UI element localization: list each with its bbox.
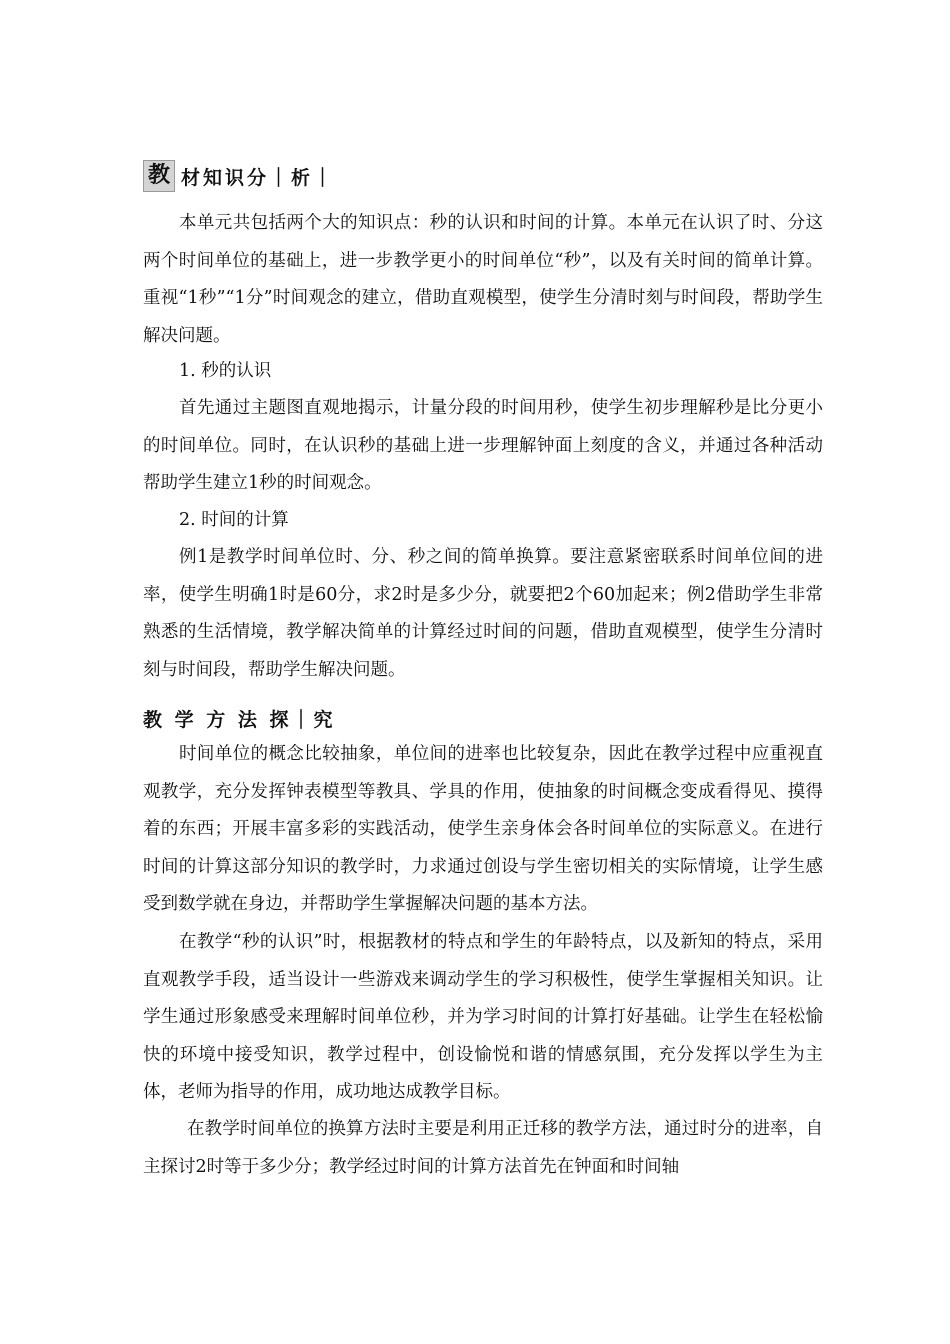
- paragraph-time-calc: 例1是教学时间单位时、分、秒之间的简单换算。要注意紧密联系时间单位间的进率，使学生明确1时是60分，求2时是多少分，就要把2个60加起来；例2借助学生非常熟悉的生活情境，教学解决简单的计算经过时间的问题，借助直观模型，使学生分清时刻与时间段，帮助学生解决问题。: [143, 547, 823, 680]
- section-title: 教 学 方 法 探｜究: [143, 709, 336, 731]
- subheading-time-calc: 2. 时间的计算: [179, 510, 289, 530]
- section-title: 材知识分｜析｜: [181, 166, 336, 189]
- paragraph-methods-1: 时间单位的概念比较抽象，单位间的进率也比较复杂，因此在教学过程中应重视直观教学，充分发挥钟表模型等教具、学具的作用，使抽象的时间概念变成看得见、摸得着的东西；开展丰富多彩的实践活动，使学生亲身体会各时间单位的实际意义。在进行时间的计算这部分知识的教学时，力求通过创设与学生密切相关的实际情境，让学生感受到数学就在身边，并帮助学生掌握解决问题的基本方法。: [143, 744, 823, 914]
- section-heading-analysis: [143, 160, 335, 192]
- paragraph-methods-2: 在教学“秒的认识”时，根据教材的特点和学生的年龄特点，以及新知的特点，采用直观教学手段，适当设计一些游戏来调动学生的学习积极性，使学生掌握相关知识。让学生通过形象感受来理解时间单位秒，并为学习时间的计算打好基础。让学生在轻松愉快的环境中接受知识，教学过程中，创设愉悦和谐的情感氛围，充分发挥以学生为主体，老师为指导的作用，成功地达成教学目标。: [143, 932, 823, 1102]
- paragraph-seconds: 首先通过主题图直观地揭示，计量分段的时间用秒，使学生初步理解秒是比分更小的时间单位。同时，在认识秒的基础上进一步理解钟面上刻度的含义，并通过各种活动帮助学生建立1秒的时间观念。: [143, 398, 823, 493]
- paragraph-overview: 本单元共包括两个大的知识点：秒的认识和时间的计算。本单元在认识了时、分这两个时间单位的基础上，进一步教学更小的时间单位“秒”，以及有关时间的简单计算。重视“1秒”“1分”时间观念的建立，借助直观模型，使学生分清时刻与时间段，帮助学生解决问题。: [143, 213, 823, 346]
- section-heading-methods: [143, 705, 335, 732]
- paragraph-methods-3: 在教学时间单位的换算方法时主要是利用正迁移的教学方法，通过时分的进率，自主探讨2时等于多少分；教学经过时间的计算方法首先在钟面和时间轴: [143, 1119, 823, 1177]
- section-badge: 教: [143, 160, 175, 192]
- subheading-seconds: 1. 秒的认识: [179, 361, 272, 381]
